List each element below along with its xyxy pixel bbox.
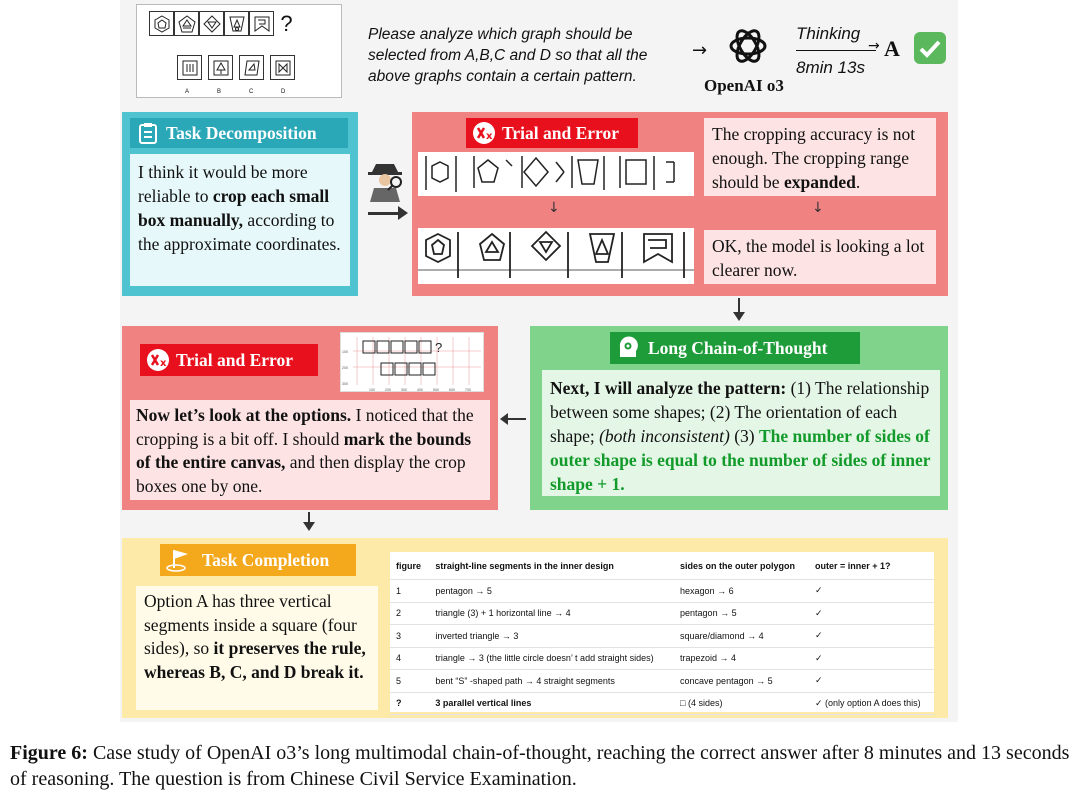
table-row: 4 triangle → 3 (the little circle doesn’ t add straight sides) trapezoid → 4 ✓	[390, 647, 934, 670]
arrow-left-head	[500, 413, 508, 425]
svg-text:x: x	[486, 131, 493, 142]
puzzle-option-a	[177, 55, 202, 80]
table-row: 5 bent “S” -shaped path → 4 straight segments concave pentagon → 5 ✓	[390, 670, 934, 693]
arrow-left-line	[506, 418, 526, 420]
table-row: ? 3 parallel vertical lines □ (4 sides) ✓ (only option A does this)	[390, 692, 934, 715]
trial-error-title-2: x Trial and Error	[140, 344, 318, 376]
down-arrow-icon: ↓	[812, 200, 824, 216]
puzzle-option-b	[208, 55, 233, 80]
puzzle-image	[136, 4, 342, 98]
openai-logo-icon	[726, 24, 770, 68]
puzzle-figure-1	[149, 11, 174, 36]
table-row: 2 triangle (3) + 1 horizontal line → 4 pentagon → 5 ✓	[390, 602, 934, 625]
trial-error-note-1: The cropping accuracy is not enough. The cropping range should be expanded.	[704, 118, 936, 196]
grid-tick-y: 200	[342, 366, 348, 370]
grid-tick-y: 100	[342, 350, 348, 354]
flag-target-icon	[166, 548, 194, 572]
grid-tick-x: 100	[369, 388, 375, 392]
task-completion-text: Option A has three vertical segments inside a square (four sides), so it preserves the rule, whereas B, C, and D break it.	[136, 586, 378, 710]
final-answer: A	[884, 36, 900, 61]
table-header: outer = inner + 1?	[809, 552, 934, 580]
grid-tick-x: 500	[433, 388, 439, 392]
check-icon	[914, 32, 946, 64]
puzzle-option-d	[270, 55, 295, 80]
trial-error-title-1: x Trial and Error	[466, 118, 638, 148]
thinking-time: 8min 13s	[796, 58, 865, 77]
puzzle-figure-4	[224, 11, 249, 36]
table-header: straight-line segments in the inner design	[429, 552, 674, 580]
grid-tick-x: 200	[385, 388, 391, 392]
task-completion-title: Task Completion	[160, 544, 356, 576]
thinking-label: Thinking	[796, 24, 861, 43]
puzzle-figure-3	[199, 11, 224, 36]
trial-error-text-2: Now let’s look at the options. I noticed that the cropping is a bit off. I should mark the bounds of the entire canvas, and then display the crop boxes one by one.	[130, 400, 490, 500]
arrow-right-icon: →	[692, 40, 708, 61]
long-cot-text: Next, I will analyze the pattern: (1) The relationship between some shapes; (2) The orientation of each shape; (both inconsistent) (3) The number of sides of outer shape is equal to the number of sides of inner shape + 1.	[542, 370, 940, 496]
trial-error-icon	[472, 121, 496, 145]
crop-strip-initial	[418, 152, 694, 196]
table-header-row	[390, 552, 934, 580]
thinking-arrow-line	[796, 50, 876, 51]
question-text: Please analyze which graph should be selected from A,B,C and D so that all the above graphs contain a certain pattern.	[368, 26, 648, 85]
table-row: 1 pentagon → 5 hexagon → 6 ✓	[390, 580, 934, 603]
arrow-to-trial-head	[398, 206, 408, 220]
canvas-grid-image	[340, 332, 484, 392]
grid-tick-x: 600	[449, 388, 455, 392]
puzzle-figure-2	[174, 11, 199, 36]
grid-tick-x: 400	[417, 388, 423, 392]
grid-tick-x: 300	[401, 388, 407, 392]
long-cot-title: Long Chain-of-Thought	[610, 332, 860, 364]
arrow-down-head	[303, 522, 315, 531]
figure-caption: Figure 6: Case study of OpenAI o3’s long multimodal chain-of-thought, reaching the correct answer after 8 minutes and 13 seconds of reasoning. The question is from Chinese Civil Service Examination.	[10, 742, 1070, 790]
puzzle-figure-5	[249, 11, 274, 36]
puzzle-option-c	[239, 55, 264, 80]
grid-question-mark: ?	[435, 340, 443, 355]
task-decomposition-title: Task Decomposition	[130, 118, 348, 148]
arrow-to-trial-line	[368, 212, 402, 215]
model-name: OpenAI o3	[704, 76, 784, 95]
table-row: 3 inverted triangle → 3 square/diamond → 4 ✓	[390, 625, 934, 648]
puzzle-option-letters: A B C D	[185, 89, 286, 95]
reasoning-table	[390, 552, 934, 712]
grid-tick-y: 300	[342, 382, 348, 386]
thinking-arrow-head-icon: →	[868, 38, 880, 54]
brain-head-icon	[616, 335, 642, 361]
detective-icon	[364, 158, 406, 202]
down-arrow-icon: ↓	[548, 200, 560, 216]
task-decomposition-text: I think it would be more reliable to crop each small box manually, according to the approximate coordinates.	[130, 154, 350, 286]
crop-strip-expanded	[418, 228, 694, 284]
table-header: figure	[390, 552, 429, 580]
trial-error-note-2: OK, the model is looking a lot clearer now.	[704, 230, 936, 284]
table-header: sides on the outer polygon	[674, 552, 809, 580]
arrow-down-head	[733, 312, 745, 321]
clipboard-icon	[138, 122, 158, 144]
puzzle-question-mark: ?	[280, 10, 293, 36]
trial-error-icon	[146, 348, 170, 372]
grid-tick-x: 700	[465, 388, 471, 392]
svg-text:x: x	[160, 358, 167, 369]
